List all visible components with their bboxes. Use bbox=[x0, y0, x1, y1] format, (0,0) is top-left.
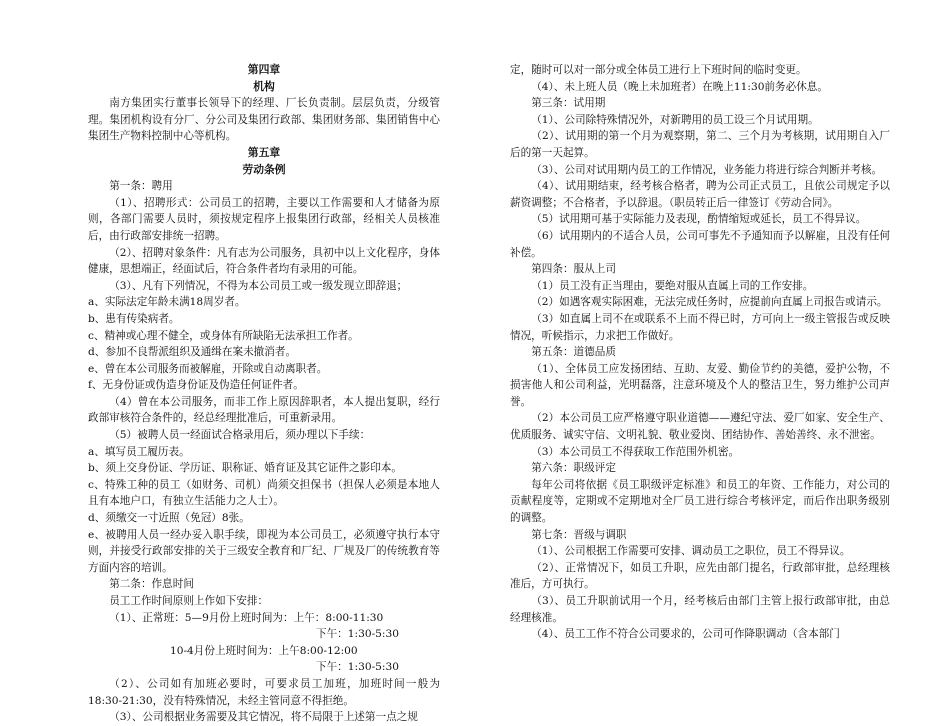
paragraph: （3）、员工升职前试用一个月，经考核后由部门主管上报行政部审批，由总经理核准。 bbox=[510, 595, 890, 624]
article-heading: 第四条：服从上司 bbox=[531, 263, 616, 276]
paragraph: （1）员工没有正当理由，要绝对服从直属上司的工作安排。 bbox=[531, 279, 814, 292]
left-column bbox=[88, 62, 440, 726]
paragraph: 定，随时可以对一部分或全体员工进行上下班时间的临时变更。 bbox=[510, 64, 807, 76]
paragraph: （2）、试用期的第一个月为观察期，第二、三个月为考核期，试用期自入厂后的第一天起算。 bbox=[510, 130, 890, 159]
paragraph: （5）被聘人员一经面试合格录用后，须办理以下手续： bbox=[109, 429, 371, 442]
chapter-5-title: 第五章 bbox=[247, 145, 281, 159]
article-heading: 第六条：职级评定 bbox=[531, 462, 616, 475]
paragraph: 每年公司将依据《员工职级评定标准》和员工的年资、工作能力，对公司的贡献程度等，定期或不定期地对全厂员工进行综合考核评定，而后作出职务级别的调整。 bbox=[510, 478, 890, 525]
paragraph: （3）如直属上司不在或联系不上而不得已时，方可向上一级主管报告或反映情况，听候指示，力求把工作做好。 bbox=[510, 312, 890, 342]
list-item: d、须缴交一寸近照（免冠）8张。 bbox=[88, 512, 250, 525]
list-item: a、实际法定年龄未满18周岁者。 bbox=[88, 296, 246, 309]
list-item: d、参加不良帮派组织及通缉在案未撤消者。 bbox=[88, 346, 297, 359]
article-heading: 第三条：试用期 bbox=[531, 97, 606, 110]
paragraph: （2）、正常情况下，如员工升职，应先由部门提名，行政部审批，总经理核准后，方可执行。 bbox=[510, 561, 890, 591]
paragraph: （3）、凡有下列情况，不得为本公司员工或一级发现立即辞退； bbox=[109, 279, 408, 292]
paragraph: （1）、招聘形式：公司员工的招聘，主要以工作需要和人才储备为原则，各部门需要人员时，须按规定程序上报集团行政部，经相关人员核准后，由行政部安排统一招聘。 bbox=[88, 196, 440, 242]
chapter-4-title: 第四章 bbox=[247, 63, 281, 76]
paragraph: （4）、员工工作不符合公司要求的，公司可作降职调动（含本部门 bbox=[531, 628, 840, 641]
work-hours-line: 下午：1:30-5:30 bbox=[316, 661, 399, 674]
list-item: e、曾在本公司服务而被解雇，开除或自动离职者。 bbox=[88, 362, 328, 375]
paragraph: （1）、全体员工应发扬团结、互助、友爱、勤俭节约的美德，爱护公物，不损害他人和公司利益，光明磊落，注意环境及个人的整洁卫生，努力维护公司声誉。 bbox=[510, 362, 890, 408]
paragraph: （4）、未上班人员（晚上未加班者）在晚上11:30前务必休息。 bbox=[531, 80, 828, 93]
list-item: a、填写员工履历表。 bbox=[88, 445, 190, 458]
paragraph: （6）试用期内的不适合人员，公司可事先不予通知而予以解雇，且没有任何补偿。 bbox=[510, 229, 890, 259]
paragraph: （4）曾在本公司服务，而非工作上原因辞职者，本人提出复职，经行政部审核符合条件的，经总经理批准后，可重新录用。 bbox=[88, 395, 440, 425]
paragraph: 南方集团实行董事长领导下的经理、厂长负责制。层层负责，分级管理。集团机构设有分厂、分公司及集团行政部、集团财务部、集团销售中心集团生产物料控制中心等机构。 bbox=[88, 97, 440, 143]
paragraph: （2）、公司如有加班必要时，可要求员工加班，加班时间一般为18:30-21:30，没有特殊情况，未经主管同意不得拒绝。 bbox=[88, 677, 440, 707]
chapter-4-subtitle: 机构 bbox=[253, 79, 275, 93]
paragraph: （2）、招聘对象条件：凡有志为公司服务，具初中以上文化程序，身体健康，思想端正，经面试后，符合条件者均有录用的可能。 bbox=[88, 246, 440, 276]
list-item: e、被聘用人员一经办妥入职手续，即视为本公司员工，必须遵守执行本守则，并接受行政部安排的关于三级安全教育和厂纪、厂规及厂的传统教育等方面内容的培训。 bbox=[88, 528, 440, 574]
paragraph: （1）、公司根据工作需要可安排、调动员工之职位，员工不得异议。 bbox=[531, 545, 851, 558]
paragraph: 员工工作时间原则上作如下安排： bbox=[109, 595, 269, 607]
paragraph: （3）、公司对试用期内员工的工作情况，业务能力将进行综合判断并考核。 bbox=[531, 163, 883, 176]
paragraph: （4）、试用期结束，经考核合格者，聘为公司正式员工，且依公司规定予以薪资调整；不合格者，予以辞退。（职员转正后一律签订《劳动合同》。 bbox=[510, 180, 890, 209]
paragraph: （3）、公司根据业务需要及其它情况，将不局限于上述第一点之规 bbox=[109, 711, 418, 724]
list-item: b、患有传染病者。 bbox=[88, 312, 180, 325]
right-column bbox=[510, 62, 890, 643]
work-hours-line: 10-4月份上班时间为：上午8:00-12:00 bbox=[170, 644, 358, 657]
article-heading: 第七条：晋级与调职 bbox=[531, 528, 627, 541]
list-item: b、须上交身份证、学历证、职称证、婚育证及其它证件之影印本。 bbox=[88, 462, 402, 475]
work-hours-line: 下午：1:30-5:30 bbox=[316, 628, 399, 641]
paragraph: （5）试用期可基于实际能力及表现，酌情缩短或延长，员工不得异议。 bbox=[531, 213, 867, 226]
list-item: c、特殊工种的员工（如财务、司机）尚须交担保书（担保人必须是本地人且有本地户口，有独立生活能力之人士）。 bbox=[88, 478, 440, 508]
paragraph: （2）如遇客观实际困难，无法完成任务时，应提前向直属上司报告或请示。 bbox=[531, 296, 888, 309]
article-heading: 第五条：道德品质 bbox=[531, 346, 616, 359]
list-item: f、无身份证或伪造身份证及伪造任何证件者。 bbox=[88, 379, 304, 392]
paragraph: （2）本公司员工应严格遵守职业道德——遵纪守法、爱厂如家、安全生产、优质服务、诚实守信、文明礼貌、敬业爱岗、团结协作、善始善终、永不泄密。 bbox=[510, 412, 890, 442]
list-item: c、精神或心理不健全，或身体有所缺陷无法承担工作者。 bbox=[88, 329, 359, 342]
work-hours-line: （1）、正常班：5—9月份上班时间为：上午：8:00-11:30 bbox=[109, 611, 384, 624]
article-heading: 第一条：聘用 bbox=[109, 180, 173, 193]
paragraph: （3）本公司员工不得获取工作范围外机密。 bbox=[531, 445, 740, 458]
chapter-5-subtitle: 劳动条例 bbox=[242, 162, 286, 176]
article-heading: 第二条：作息时间 bbox=[109, 578, 194, 591]
paragraph: （1）、公司除特殊情况外，对新聘用的员工设三个月试用期。 bbox=[531, 113, 819, 126]
